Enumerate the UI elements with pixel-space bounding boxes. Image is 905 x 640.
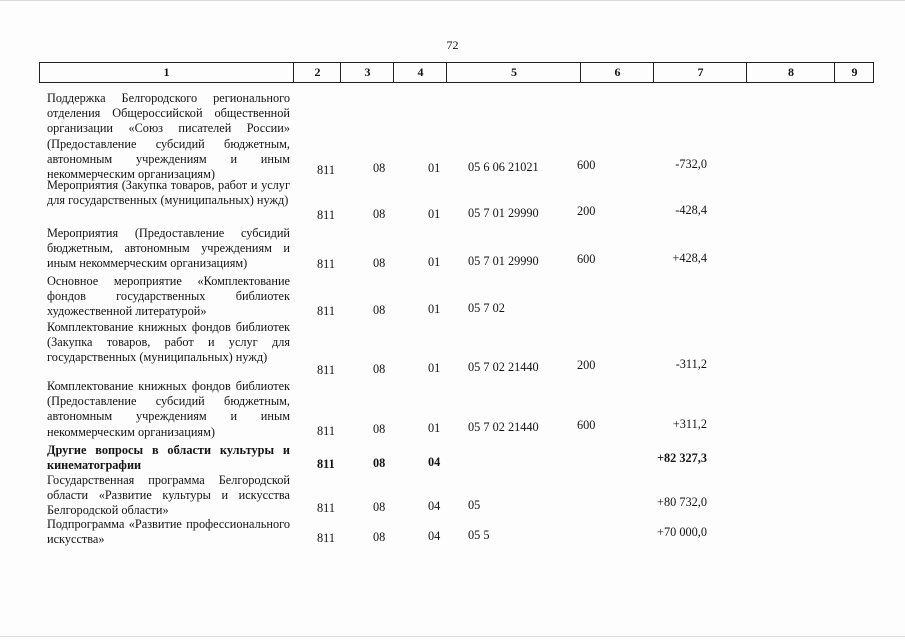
cell-expense-type: 600 <box>577 418 596 432</box>
cell-expense-type: 600 <box>577 158 596 172</box>
cell-grbs: 811 <box>317 257 335 271</box>
cell-section: 08 <box>373 256 386 270</box>
cell-expense-type: 200 <box>577 358 596 372</box>
cell-section: 08 <box>373 500 386 514</box>
header-col-4: 4 <box>393 63 447 82</box>
header-col-2: 2 <box>293 63 341 82</box>
cell-amount: +311,2 <box>672 417 707 431</box>
cell-section: 08 <box>373 161 386 175</box>
row-name: Основное мероприятие «Комплектование фондов государственных библиотек художественной литературой» <box>47 274 290 319</box>
cell-subsection: 01 <box>428 161 441 175</box>
cell-amount: +70 000,0 <box>657 525 707 539</box>
cell-amount: -428,4 <box>675 203 707 217</box>
header-col-1: 1 <box>163 65 170 79</box>
cell-grbs: 811 <box>317 457 335 471</box>
cell-section: 08 <box>373 207 386 221</box>
cell-target-article: 05 7 01 29990 <box>468 254 539 268</box>
cell-expense-type: 200 <box>577 204 596 218</box>
cell-target-article: 05 7 02 21440 <box>468 360 539 374</box>
cell-amount: +82 327,3 <box>656 451 707 465</box>
header-col-7: 7 <box>653 63 747 82</box>
cell-section: 08 <box>373 456 386 470</box>
cell-target-article: 05 7 02 <box>468 301 505 315</box>
cell-section: 08 <box>373 530 386 544</box>
cell-subsection: 01 <box>428 207 441 221</box>
cell-target-article: 05 <box>468 498 481 512</box>
cell-grbs: 811 <box>317 424 335 438</box>
row-name: Другие вопросы в области культуры и кинематографии <box>47 443 290 473</box>
cell-subsection: 04 <box>428 529 441 543</box>
cell-target-article: 05 6 06 21021 <box>468 160 539 174</box>
cell-subsection: 01 <box>428 361 441 375</box>
cell-subsection: 01 <box>428 255 441 269</box>
cell-amount: -311,2 <box>675 357 707 371</box>
header-col-8: 8 <box>746 63 835 82</box>
cell-target-article: 05 7 02 21440 <box>468 420 539 434</box>
row-name: Комплектование книжных фондов библиотек (Предоставление субсидий бюджетным, автономным учреждениям и иным некоммерческим организациям) <box>47 379 290 439</box>
header-col-5: 5 <box>446 63 581 82</box>
cell-grbs: 811 <box>317 531 335 545</box>
cell-grbs: 811 <box>317 363 335 377</box>
cell-subsection: 01 <box>428 421 441 435</box>
cell-subsection: 04 <box>428 499 441 513</box>
cell-section: 08 <box>373 303 386 317</box>
page-number: 72 <box>446 38 459 52</box>
cell-section: 08 <box>373 362 386 376</box>
cell-amount: -732,0 <box>675 157 707 171</box>
header-col-3: 3 <box>340 63 394 82</box>
row-name: Подпрограмма «Развитие профессионального искусства» <box>47 517 290 547</box>
cell-target-article: 05 7 01 29990 <box>468 206 539 220</box>
header-col-9: 9 <box>834 63 874 82</box>
cell-expense-type: 600 <box>577 252 596 266</box>
cell-target-article: 05 5 <box>468 528 490 542</box>
row-name: Поддержка Белгородского регионального отделения Общероссийской общественной организации «Союз писателей России» (Предоставление субсидий бюджетным, автономным учреждениям и иным некоммерческим организациям) <box>47 91 290 182</box>
cell-grbs: 811 <box>317 163 335 177</box>
cell-subsection: 04 <box>428 455 441 469</box>
row-name: Мероприятия (Предоставление субсидий бюджетным, автономным учреждениям и иным некоммерческим организациям) <box>47 226 290 271</box>
cell-grbs: 811 <box>317 304 335 318</box>
cell-amount: +428,4 <box>672 251 707 265</box>
cell-grbs: 811 <box>317 208 335 222</box>
cell-section: 08 <box>373 422 386 436</box>
cell-subsection: 01 <box>428 302 441 316</box>
cell-amount: +80 732,0 <box>657 495 707 509</box>
row-name: Государственная программа Белгородской области «Развитие культуры и искусства Белгородской области» <box>47 473 290 518</box>
header-col-6: 6 <box>580 63 654 82</box>
row-name: Мероприятия (Закупка товаров, работ и услуг для государственных (муниципальных) нужд) <box>47 178 290 208</box>
row-name: Комплектование книжных фондов библиотек (Закупка товаров, работ и услуг для государственных (муниципальных) нужд) <box>47 320 290 365</box>
cell-grbs: 811 <box>317 501 335 515</box>
